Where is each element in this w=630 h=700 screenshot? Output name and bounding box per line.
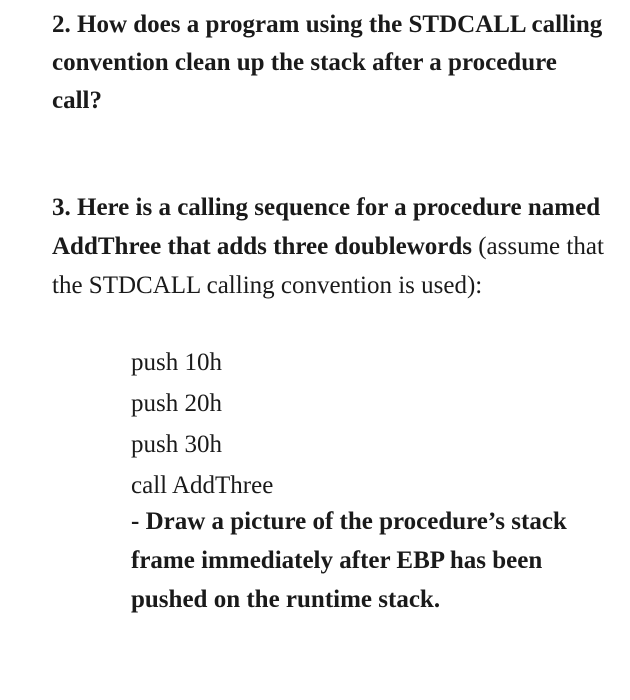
question-3-intro-bold: 3. Here is a calling sequence for a procedure named AddThree that adds three doublewords (52, 194, 601, 260)
question-3-task: - Draw a picture of the procedure’s stack frame immediately after EBP has been pushed on the runtime stack. (131, 508, 567, 613)
question-2-text: 2. How does a program using the STDCALL calling convention clean up the stack after a procedure call? (52, 11, 603, 114)
calling-sequence (131, 342, 273, 506)
code-line: call AddThree (131, 472, 274, 499)
question-3-intro-normal: (assume that the STDCALL calling convention is used): (52, 233, 604, 299)
code-line: push 20h (131, 390, 222, 417)
code-line: push 10h (131, 349, 222, 376)
question-3-intro (52, 188, 612, 305)
code-line: push 30h (131, 431, 222, 458)
